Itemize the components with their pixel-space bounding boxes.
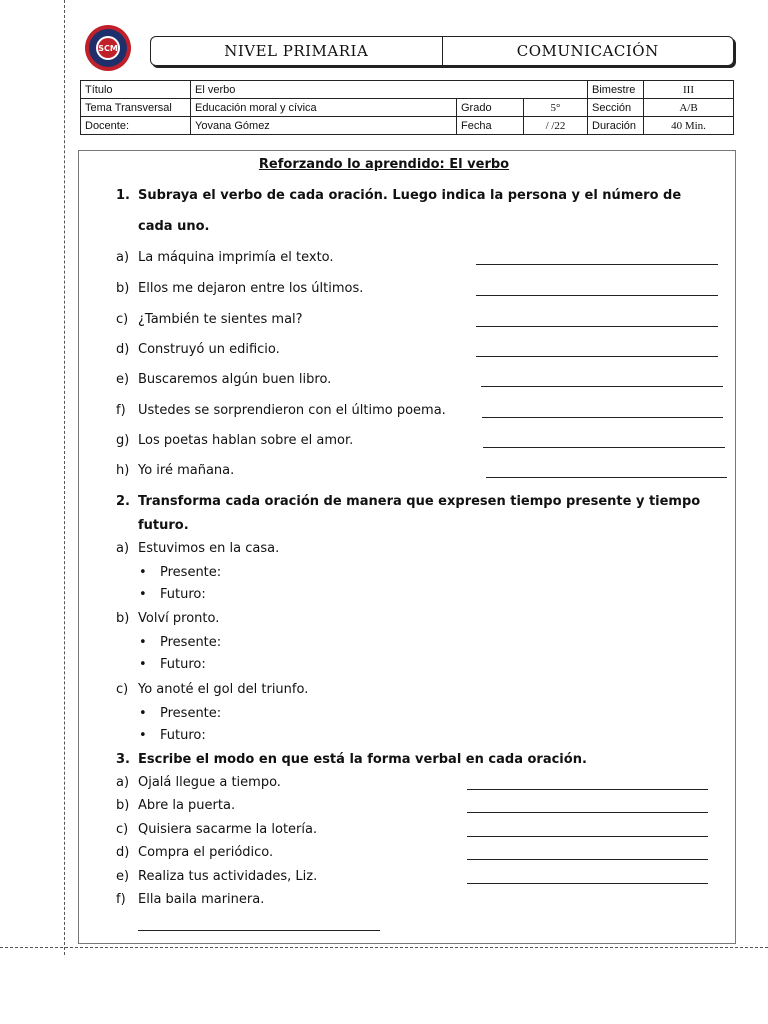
table-row bbox=[81, 81, 734, 99]
table-cell: Grado bbox=[457, 99, 524, 117]
table-cell: Tema Transversal bbox=[81, 99, 191, 117]
q1-item-text: Construyó un edificio. bbox=[138, 342, 280, 357]
q1-item-letter: d) bbox=[116, 342, 130, 357]
q1-instruction-line2: cada uno. bbox=[138, 219, 210, 234]
q1-item-text: La máquina imprimía el texto. bbox=[138, 250, 334, 265]
future-label: • Futuro: bbox=[160, 587, 206, 602]
q2-item-text: Yo anoté el gol del triunfo. bbox=[138, 682, 309, 697]
table-cell: Docente: bbox=[81, 117, 191, 135]
q3-item-text: Realiza tus actividades, Liz. bbox=[138, 869, 318, 884]
table-cell: Yovana Gómez bbox=[191, 117, 457, 135]
table-cell: III bbox=[644, 81, 734, 99]
table-cell: Sección bbox=[588, 99, 644, 117]
q2-item-text: Estuvimos en la casa. bbox=[138, 541, 280, 556]
school-logo bbox=[84, 24, 132, 72]
q3-item-letter: b) bbox=[116, 798, 130, 813]
q2-instruction-line1: Transforma cada oración de manera que expresen tiempo presente y tiempo bbox=[138, 494, 701, 509]
level-label: NIVEL PRIMARIA bbox=[151, 37, 443, 65]
q1-instruction-line1: Subraya el verbo de cada oración. Luego indica la persona y el número de bbox=[138, 188, 682, 203]
q1-item-letter: g) bbox=[116, 433, 130, 448]
q3-item-letter: f) bbox=[116, 892, 126, 907]
q1-item-text: Yo iré mañana. bbox=[138, 463, 235, 478]
q2-item-letter: b) bbox=[116, 611, 130, 626]
answer-blank[interactable] bbox=[481, 386, 723, 387]
table-cell: Bimestre bbox=[588, 81, 644, 99]
q3-item-text: Abre la puerta. bbox=[138, 798, 236, 813]
answer-blank[interactable] bbox=[467, 859, 708, 860]
answer-blank[interactable] bbox=[467, 812, 708, 813]
table-row bbox=[81, 99, 734, 117]
q3-instruction: Escribe el modo en que está la forma verbal en cada oración. bbox=[138, 752, 587, 767]
answer-blank[interactable] bbox=[467, 883, 708, 884]
table-cell: Fecha bbox=[457, 117, 524, 135]
table-cell: A/B bbox=[644, 99, 734, 117]
q1-item-text: Ellos me dejaron entre los últimos. bbox=[138, 281, 364, 296]
q2-item-letter: c) bbox=[116, 682, 129, 697]
answer-blank[interactable] bbox=[476, 295, 718, 296]
present-label: • Presente: bbox=[160, 706, 221, 721]
table-row bbox=[81, 117, 734, 135]
q1-item-letter: a) bbox=[116, 250, 130, 265]
q1-item-text: Los poetas hablan sobre el amor. bbox=[138, 433, 354, 448]
worksheet-title: Reforzando lo aprendido: El verbo bbox=[258, 157, 510, 172]
cut-line-vertical bbox=[64, 0, 65, 955]
logo-lettering: SCM bbox=[98, 44, 118, 53]
q1-item-text: ¿También te sientes mal? bbox=[138, 312, 303, 327]
info-table bbox=[80, 80, 734, 135]
q1-item-text: Ustedes se sorprendieron con el último poema. bbox=[138, 403, 446, 418]
table-cell: 5° bbox=[524, 99, 588, 117]
q1-item-letter: b) bbox=[116, 281, 130, 296]
future-label: • Futuro: bbox=[160, 657, 206, 672]
header-banner bbox=[150, 36, 734, 66]
q1-number: 1. bbox=[116, 188, 130, 203]
q1-item-text: Buscaremos algún buen libro. bbox=[138, 372, 332, 387]
future-label: • Futuro: bbox=[160, 728, 206, 743]
table-cell: 40 Min. bbox=[644, 117, 734, 135]
present-label: • Presente: bbox=[160, 635, 221, 650]
answer-blank[interactable] bbox=[482, 417, 723, 418]
table-cell: Duración bbox=[588, 117, 644, 135]
q3-number: 3. bbox=[116, 752, 130, 767]
q1-item-letter: c) bbox=[116, 312, 129, 327]
table-cell: Título bbox=[81, 81, 191, 99]
q3-item-text: Ojalá llegue a tiempo. bbox=[138, 775, 281, 790]
q2-number: 2. bbox=[116, 494, 130, 509]
q1-item-letter: f) bbox=[116, 403, 126, 418]
table-cell: El verbo bbox=[191, 81, 588, 99]
present-label: • Presente: bbox=[160, 565, 221, 580]
answer-blank[interactable] bbox=[467, 789, 708, 790]
answer-blank[interactable] bbox=[476, 356, 718, 357]
answer-blank[interactable] bbox=[467, 836, 708, 837]
answer-blank[interactable] bbox=[476, 326, 718, 327]
subject-label: COMUNICACIÓN bbox=[516, 42, 659, 60]
answer-blank[interactable] bbox=[486, 477, 727, 478]
q3-item-letter: e) bbox=[116, 869, 130, 884]
q1-item-letter: h) bbox=[116, 463, 130, 478]
cut-line-horizontal bbox=[0, 947, 768, 948]
q2-instruction-line2: futuro. bbox=[138, 518, 189, 533]
q2-item-letter: a) bbox=[116, 541, 130, 556]
answer-blank[interactable] bbox=[476, 264, 718, 265]
q3-item-letter: a) bbox=[116, 775, 130, 790]
q3-item-text: Ella baila marinera. bbox=[138, 892, 265, 907]
answer-blank[interactable] bbox=[138, 930, 380, 931]
q3-item-letter: d) bbox=[116, 845, 130, 860]
q3-item-text: Quisiera sacarme la lotería. bbox=[138, 822, 318, 837]
answer-blank[interactable] bbox=[483, 447, 725, 448]
table-cell: / /22 bbox=[524, 117, 588, 135]
q3-item-letter: c) bbox=[116, 822, 129, 837]
table-cell: Educación moral y cívica bbox=[191, 99, 457, 117]
q3-item-text: Compra el periódico. bbox=[138, 845, 274, 860]
q1-item-letter: e) bbox=[116, 372, 130, 387]
q2-item-text: Volví pronto. bbox=[138, 611, 220, 626]
